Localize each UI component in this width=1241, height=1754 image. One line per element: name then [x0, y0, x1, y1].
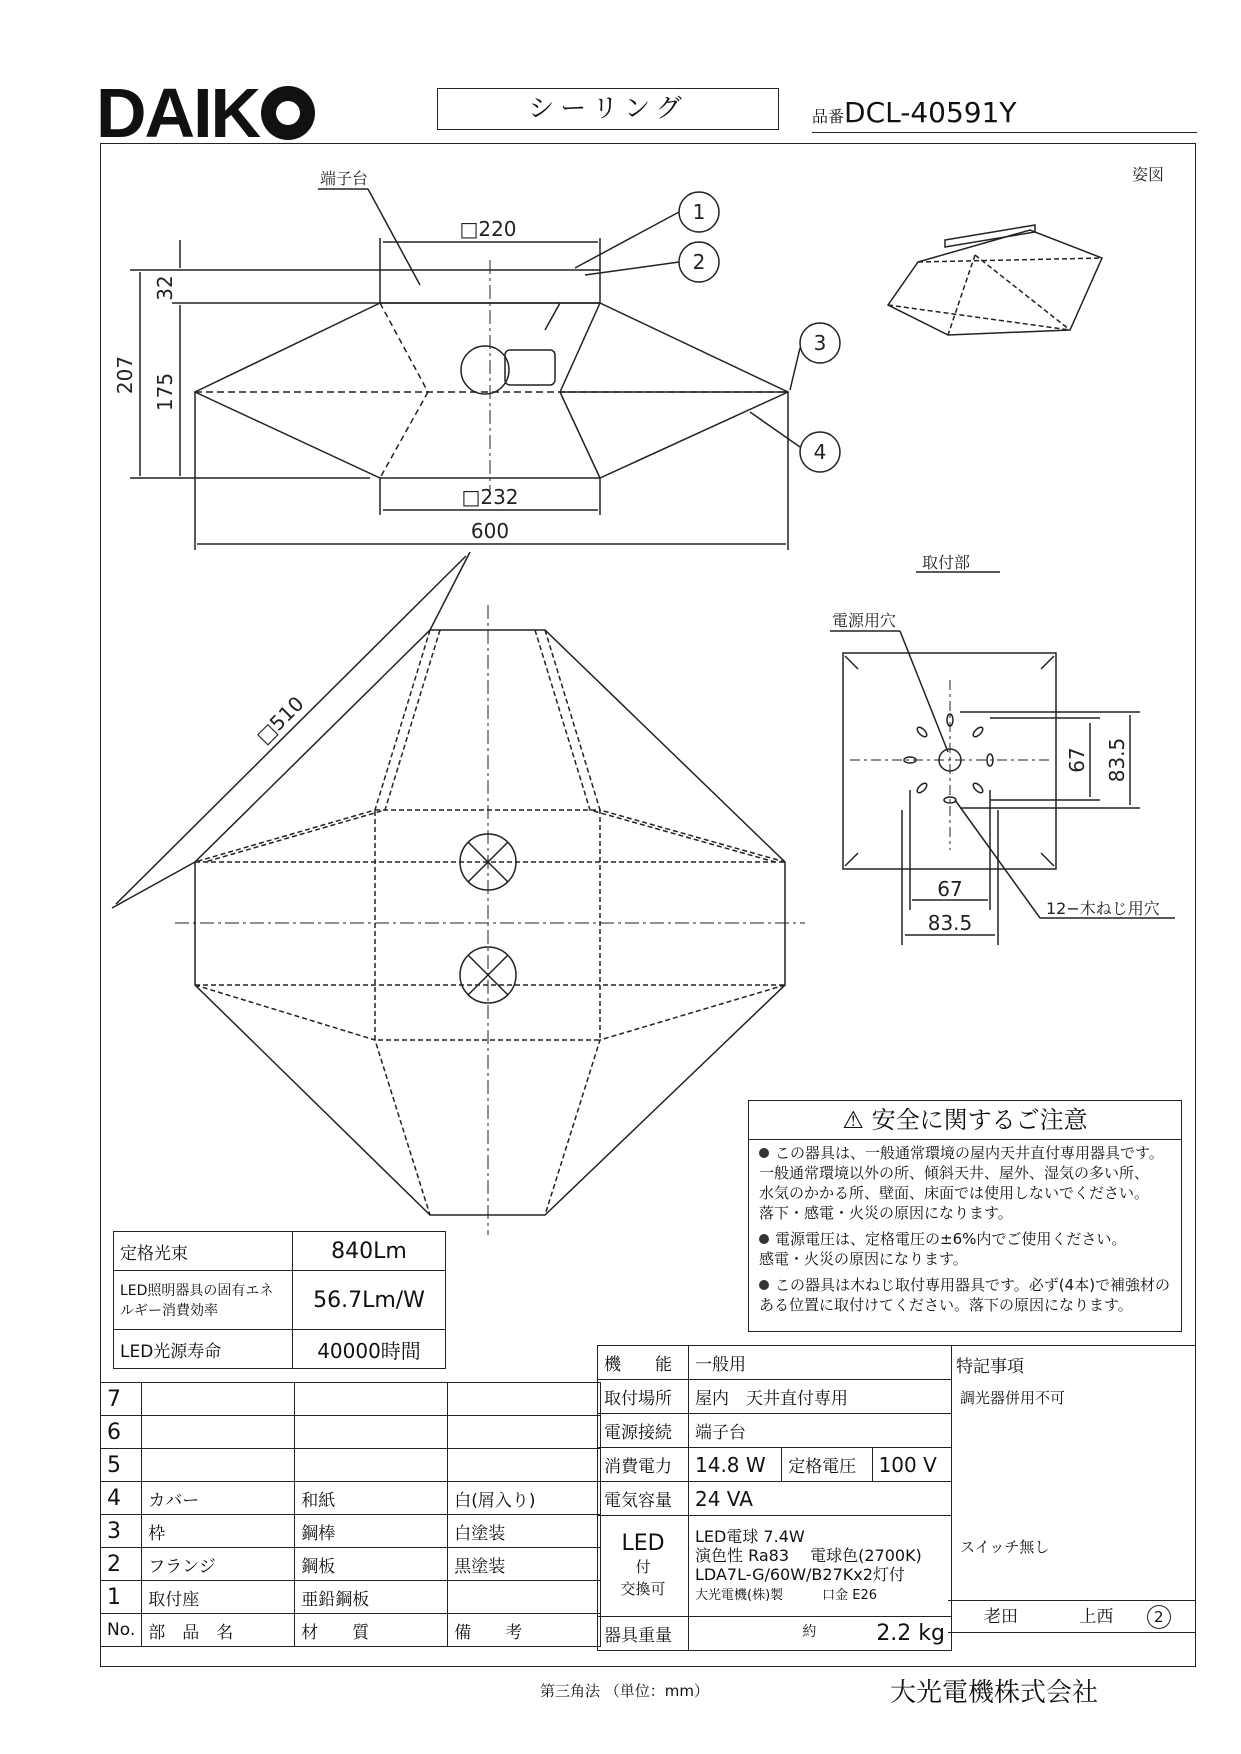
- note-dimmer: 調光器併用不可: [960, 1389, 1066, 1407]
- dim-835-v: 83.5: [1105, 737, 1129, 783]
- bullet-icon: [759, 1234, 769, 1244]
- callout-3: 3: [813, 331, 827, 355]
- callout-4: 4: [813, 440, 827, 464]
- screws-label: 12−木ねじ用穴: [1046, 899, 1160, 918]
- note-switch: スイッチ無し: [960, 1538, 1050, 1556]
- projection-method: 第三角法 （単位：mm）: [540, 1682, 709, 1700]
- table-row: 2 フランジ 鋼板 黒塗装: [101, 1548, 601, 1581]
- info-table: 機 能 一般用 取付場所 屋内 天井直付専用 電源接続 端子台 消費電力 14.8 W 定格電圧 100 V 電気容量 24 VA LED 付 交換可 LED電球 7.4W 演色性 Ra83 電球色(2700K) LDA7L-G/60W/B27Kx2灯付 大光電機(株)製 口金 E26 器具重量 $^約$ 2.2 kg: [597, 1345, 952, 1651]
- spec-label: LED光源寿命: [114, 1330, 293, 1369]
- spec-value: 56.7Lm/W: [293, 1271, 446, 1330]
- view-label: 姿図: [1132, 165, 1165, 184]
- dim-67-h: 67: [937, 877, 963, 901]
- model-number: 品番DCL-40591Y: [812, 96, 1017, 129]
- spec-label: 定格光束: [114, 1232, 293, 1271]
- parts-table: [100, 1382, 601, 1647]
- sign-row: 老田 上西 2: [948, 1600, 1196, 1633]
- table-row: 1 取付座 亜鉛鋼板: [101, 1581, 601, 1614]
- dim-width: 600: [470, 519, 510, 543]
- table-row: 5: [101, 1449, 601, 1482]
- dim-32: 32: [153, 275, 177, 301]
- safety-item: この器具は木ねじ取付専用器具です。必ず(4本)で補強材の ある位置に取付けてください。落下の原因になります。: [759, 1276, 1171, 1314]
- table-row: 3 枠 鋼棒 白塗装: [101, 1515, 601, 1548]
- revision-badge: 2: [1147, 1605, 1171, 1629]
- table-row: 7: [101, 1383, 601, 1416]
- dim-207: 207: [113, 355, 137, 395]
- safety-notice: [748, 1100, 1182, 1332]
- company-name: 大光電機株式会社: [890, 1678, 1099, 1708]
- safety-item: 電源電圧は、定格電圧の±6%内でご使用ください。 感電・火災の原因になります。: [759, 1230, 1127, 1268]
- power-hole-label: 電源用穴: [832, 611, 897, 630]
- table-row: 6: [101, 1416, 601, 1449]
- spec-value: 840Lm: [293, 1232, 446, 1271]
- table-row: 4 カバー 和紙 白(屑入り): [101, 1482, 601, 1515]
- dim-top: □220: [459, 217, 517, 241]
- dim-67-v: 67: [1065, 747, 1089, 773]
- product-type: シーリング: [437, 88, 779, 130]
- dim-bottom: □232: [461, 485, 519, 509]
- spec-value: 40000時間: [293, 1330, 446, 1369]
- callout-1: 1: [692, 200, 706, 224]
- safety-item: この器具は、一般通常環境の屋内天井直付専用器具です。 一般通常環境以外の所、傾斜天井、屋外、湿気の多い所、 水気のかかる所、壁面、床面では使用しないでください。 落下・感電・火災の原因になります。: [759, 1144, 1164, 1222]
- bullet-icon: [759, 1280, 769, 1290]
- notes-box: [948, 1345, 1196, 1633]
- dim-175: 175: [153, 372, 177, 412]
- brand-logo: DAIK: [96, 78, 315, 148]
- dim-510: □510: [251, 691, 309, 749]
- terminal-label: 端子台: [320, 169, 369, 188]
- spec-table: [113, 1231, 446, 1369]
- bullet-icon: [759, 1148, 769, 1158]
- spec-label: LED照明器具の固有エネルギー消費効率: [114, 1271, 293, 1330]
- notes-title: 特記事項: [956, 1357, 1024, 1377]
- dim-835-h: 83.5: [927, 911, 973, 935]
- mount-title: 取付部: [922, 553, 971, 572]
- safety-title: ⚠ 安全に関するご注意: [749, 1101, 1181, 1140]
- table-header: No. 部 品 名 材 質 備 考: [101, 1614, 601, 1647]
- callout-2: 2: [692, 250, 706, 274]
